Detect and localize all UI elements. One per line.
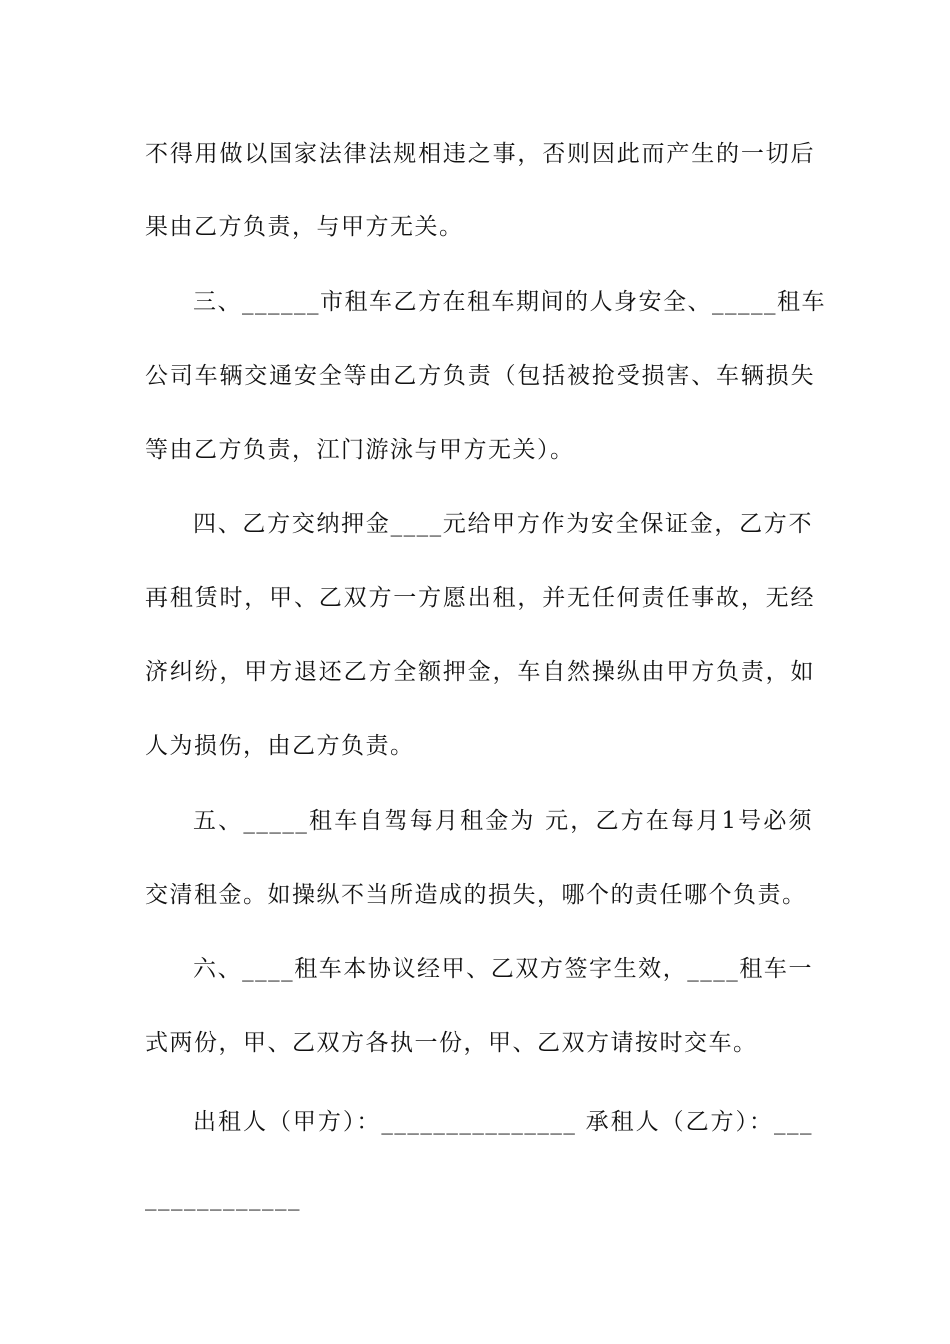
section-5-heading-line: 五、_____租车自驾每月租金为 元，乙方在每月1号必须 [193,808,813,834]
text-line: 不得用做以国家法律法规相违之事，否则因此而产生的一切后 [145,141,815,167]
text-line: 等由乙方负责，江门游泳与甲方无关）。 [145,437,575,463]
signature-blank: ____________ [145,1185,301,1211]
text-line: 交清租金。如操纵不当所造成的损失，哪个的责任哪个负责。 [145,882,807,908]
text-line: 济纠纷，甲方退还乙方全额押金，车自然操纵由甲方负责，如 [145,659,815,685]
text-line: 式两份，甲、乙双方各执一份，甲、乙双方请按时交车。 [145,1030,758,1056]
text-line: 公司车辆交通安全等由乙方负责（包括被抢受损害、车辆损失 [145,363,815,389]
section-4-heading-line: 四、乙方交纳押金____元给甲方作为安全保证金，乙方不 [193,511,813,537]
signature-line: 出租人（甲方）：_______________ 承租人（乙方）：___ [193,1109,813,1135]
text-line: 果由乙方负责，与甲方无关。 [145,214,464,240]
text-line: 再租赁时，甲、乙双方一方愿出租，并无任何责任事故，无经 [145,585,815,611]
section-3-heading-line: 三、______市租车乙方在租车期间的人身安全、_____租车 [193,289,826,315]
text-line: 人为损伤，由乙方负责。 [145,733,415,759]
section-6-heading-line: 六、____租车本协议经甲、乙双方签字生效，____租车一 [193,956,813,982]
